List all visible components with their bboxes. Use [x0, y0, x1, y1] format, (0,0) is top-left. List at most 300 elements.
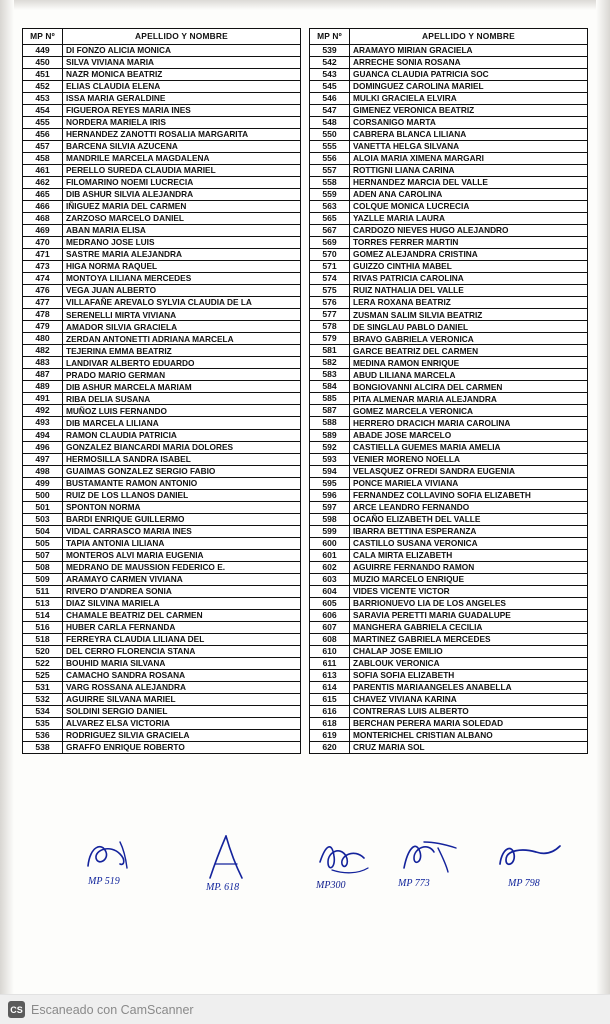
- roster-table-left: [22, 28, 301, 754]
- cell-mp-number: 532: [23, 693, 63, 705]
- cell-full-name: GOMEZ ALEJANDRA CRISTINA: [350, 249, 588, 261]
- cell-full-name: RUIZ DE LOS LLANOS DANIEL: [63, 489, 301, 501]
- cell-full-name: FERNANDEZ COLLAVINO SOFIA ELIZABETH: [350, 489, 588, 501]
- table-row: [23, 501, 301, 513]
- cell-full-name: SILVA VIVIANA MARIA: [63, 57, 301, 69]
- cell-full-name: DOMINGUEZ CAROLINA MARIEL: [350, 81, 588, 93]
- table-row: [310, 105, 588, 117]
- cell-full-name: SERENELLI MIRTA VIVIANA: [63, 309, 301, 321]
- cell-full-name: CABRERA BLANCA LILIANA: [350, 129, 588, 141]
- cell-full-name: LANDIVAR ALBERTO EDUARDO: [63, 357, 301, 369]
- cell-full-name: RODRIGUEZ SILVIA GRACIELA: [63, 729, 301, 741]
- cell-mp-number: 595: [310, 477, 350, 489]
- cell-mp-number: 611: [310, 657, 350, 669]
- cell-mp-number: 574: [310, 273, 350, 285]
- cell-mp-number: 482: [23, 345, 63, 357]
- table-row: [310, 501, 588, 513]
- cell-full-name: BOUHID MARIA SILVANA: [63, 657, 301, 669]
- cell-mp-number: 613: [310, 669, 350, 681]
- cell-mp-number: 449: [23, 45, 63, 57]
- cell-mp-number: 522: [23, 657, 63, 669]
- cell-mp-number: 571: [310, 261, 350, 273]
- table-row: [23, 609, 301, 621]
- cell-full-name: MANGHERA GABRIELA CECILIA: [350, 621, 588, 633]
- table-row: [310, 237, 588, 249]
- table-row: [23, 705, 301, 717]
- cell-full-name: CHALAP JOSE EMILIO: [350, 645, 588, 657]
- table-row: [23, 321, 301, 333]
- cell-mp-number: 603: [310, 573, 350, 585]
- table-row: [23, 441, 301, 453]
- cell-mp-number: 468: [23, 213, 63, 225]
- table-row: [310, 441, 588, 453]
- cell-full-name: PARENTIS MARIAANGELES ANABELLA: [350, 681, 588, 693]
- table-row: [23, 681, 301, 693]
- cell-full-name: VILLAFAÑE AREVALO SYLVIA CLAUDIA DE LA: [63, 297, 301, 309]
- table-row: [310, 681, 588, 693]
- table-row: [23, 513, 301, 525]
- cell-mp-number: 479: [23, 321, 63, 333]
- cell-full-name: ADEN ANA CAROLINA: [350, 189, 588, 201]
- cell-mp-number: 511: [23, 585, 63, 597]
- cell-mp-number: 499: [23, 477, 63, 489]
- table-row: [23, 645, 301, 657]
- cell-mp-number: 597: [310, 501, 350, 513]
- cell-mp-number: 470: [23, 237, 63, 249]
- signature-4-annotation: MP 773: [398, 878, 430, 889]
- cell-full-name: ZUSMAN SALIM SILVIA BEATRIZ: [350, 309, 588, 321]
- cell-mp-number: 594: [310, 465, 350, 477]
- cell-mp-number: 605: [310, 597, 350, 609]
- table-row: [23, 417, 301, 429]
- table-row: [23, 693, 301, 705]
- cell-mp-number: 538: [23, 741, 63, 753]
- cell-full-name: PRADO MARIO GERMAN: [63, 369, 301, 381]
- cell-mp-number: 497: [23, 453, 63, 465]
- cell-full-name: GUIZZO CINTHIA MABEL: [350, 261, 588, 273]
- cell-mp-number: 493: [23, 417, 63, 429]
- cell-full-name: CALA MIRTA ELIZABETH: [350, 549, 588, 561]
- table-row: [310, 57, 588, 69]
- signature-1: [80, 836, 144, 887]
- table-row: [310, 117, 588, 129]
- cell-full-name: SOFIA SOFIA ELIZABETH: [350, 669, 588, 681]
- cell-full-name: SARAVIA PERETTI MARIA GUADALUPE: [350, 609, 588, 621]
- cell-full-name: MUZIO MARCELO ENRIQUE: [350, 573, 588, 585]
- cell-full-name: ALOIA MARIA XIMENA MARGARI: [350, 153, 588, 165]
- cell-full-name: MONTOYA LILIANA MERCEDES: [63, 273, 301, 285]
- cell-full-name: CARDOZO NIEVES HUGO ALEJANDRO: [350, 225, 588, 237]
- cell-full-name: MARTINEZ GABRIELA MERCEDES: [350, 633, 588, 645]
- signature-4: [394, 834, 466, 889]
- cell-mp-number: 546: [310, 93, 350, 105]
- column-header-name: APELLIDO Y NOMBRE: [63, 29, 301, 45]
- table-row: [23, 405, 301, 417]
- table-row: [310, 669, 588, 681]
- cell-mp-number: 600: [310, 537, 350, 549]
- roster-table-right: [309, 28, 588, 754]
- cell-full-name: GUAIMAS GONZALEZ SERGIO FABIO: [63, 465, 301, 477]
- table-row: [23, 357, 301, 369]
- table-row: [23, 201, 301, 213]
- table-row: [310, 153, 588, 165]
- cell-mp-number: 601: [310, 549, 350, 561]
- cell-mp-number: 508: [23, 561, 63, 573]
- table-row: [310, 381, 588, 393]
- cell-mp-number: 608: [310, 633, 350, 645]
- cell-full-name: PERELLO SUREDA CLAUDIA MARIEL: [63, 165, 301, 177]
- table-row: [310, 333, 588, 345]
- cell-full-name: ISSA MARIA GERALDINE: [63, 93, 301, 105]
- cell-full-name: CAMACHO SANDRA ROSANA: [63, 669, 301, 681]
- table-row: [23, 237, 301, 249]
- table-row: [23, 129, 301, 141]
- cell-full-name: HERMOSILLA SANDRA ISABEL: [63, 453, 301, 465]
- table-row: [310, 693, 588, 705]
- cell-full-name: ARAMAYO CARMEN VIVIANA: [63, 573, 301, 585]
- cell-mp-number: 509: [23, 573, 63, 585]
- cell-full-name: BONGIOVANNI ALCIRA DEL CARMEN: [350, 381, 588, 393]
- cell-full-name: MUÑOZ LUIS FERNANDO: [63, 405, 301, 417]
- cell-mp-number: 487: [23, 369, 63, 381]
- table-row: [310, 633, 588, 645]
- cell-full-name: CASTIELLA GUEMES MARIA AMELIA: [350, 441, 588, 453]
- cell-full-name: GIMENEZ VERONICA BEATRIZ: [350, 105, 588, 117]
- table-row: [310, 177, 588, 189]
- table-row: [310, 201, 588, 213]
- cell-full-name: DIB ASHUR SILVIA ALEJANDRA: [63, 189, 301, 201]
- cell-full-name: GONZALEZ BIANCARDI MARIA DOLORES: [63, 441, 301, 453]
- cell-mp-number: 500: [23, 489, 63, 501]
- cell-mp-number: 548: [310, 117, 350, 129]
- signature-3: [314, 836, 374, 891]
- cell-full-name: NORDERA MARIELA IRIS: [63, 117, 301, 129]
- signature-2: [204, 832, 250, 893]
- cell-mp-number: 498: [23, 465, 63, 477]
- table-row: [310, 621, 588, 633]
- cell-full-name: VEGA JUAN ALBERTO: [63, 285, 301, 297]
- table-row: [310, 357, 588, 369]
- cell-full-name: ABADE JOSE MARCELO: [350, 429, 588, 441]
- cell-mp-number: 507: [23, 549, 63, 561]
- cell-mp-number: 578: [310, 321, 350, 333]
- table-row: [23, 729, 301, 741]
- table-row: [23, 525, 301, 537]
- table-row: [23, 81, 301, 93]
- cell-full-name: ZABLOUK VERONICA: [350, 657, 588, 669]
- table-row: [310, 717, 588, 729]
- cell-mp-number: 501: [23, 501, 63, 513]
- table-row: [310, 189, 588, 201]
- cell-full-name: RUIZ NATHALIA DEL VALLE: [350, 285, 588, 297]
- table-row: [23, 585, 301, 597]
- cell-full-name: CHAVEZ VIVIANA KARINA: [350, 693, 588, 705]
- cell-full-name: MONTEROS ALVI MARIA EUGENIA: [63, 549, 301, 561]
- cell-mp-number: 516: [23, 621, 63, 633]
- cell-full-name: IBARRA BETTINA ESPERANZA: [350, 525, 588, 537]
- signature-1-annotation: MP 519: [88, 876, 120, 887]
- table-row: [310, 285, 588, 297]
- cell-mp-number: 531: [23, 681, 63, 693]
- table-row: [23, 285, 301, 297]
- cell-full-name: MEDRANO JOSE LUIS: [63, 237, 301, 249]
- table-row: [23, 489, 301, 501]
- cell-mp-number: 569: [310, 237, 350, 249]
- table-row: [23, 177, 301, 189]
- table-row: [23, 369, 301, 381]
- signature-ink-4: [394, 834, 466, 878]
- table-row: [23, 549, 301, 561]
- cell-mp-number: 610: [310, 645, 350, 657]
- cell-full-name: AGUIRRE FERNANDO RAMON: [350, 561, 588, 573]
- table-row: [310, 549, 588, 561]
- cell-full-name: VIDAL CARRASCO MARIA INES: [63, 525, 301, 537]
- signature-ink-2: [204, 832, 250, 882]
- signature-ink-5: [492, 838, 566, 878]
- cell-full-name: RIVAS PATRICIA CAROLINA: [350, 273, 588, 285]
- cell-mp-number: 505: [23, 537, 63, 549]
- table-row: [23, 597, 301, 609]
- cell-full-name: BARCENA SILVIA AZUCENA: [63, 141, 301, 153]
- table-header-row: [23, 29, 301, 45]
- cell-mp-number: 503: [23, 513, 63, 525]
- cell-full-name: YAZLLE MARIA LAURA: [350, 213, 588, 225]
- cell-mp-number: 588: [310, 417, 350, 429]
- cell-full-name: MANDRILE MARCELA MAGDALENA: [63, 153, 301, 165]
- signature-5-annotation: MP 798: [508, 878, 540, 889]
- signature-2-annotation: MP. 618: [206, 882, 240, 893]
- cell-mp-number: 450: [23, 57, 63, 69]
- table-row: [23, 117, 301, 129]
- cell-mp-number: 491: [23, 393, 63, 405]
- table-row: [310, 309, 588, 321]
- cell-mp-number: 525: [23, 669, 63, 681]
- roster-tables: [22, 28, 588, 754]
- table-row: [310, 249, 588, 261]
- signature-3-annotation: MP300: [316, 880, 346, 891]
- roster-table-left-body: [23, 45, 301, 754]
- cell-full-name: CRUZ MARIA SOL: [350, 741, 588, 753]
- cell-mp-number: 457: [23, 141, 63, 153]
- cell-mp-number: 563: [310, 201, 350, 213]
- cell-full-name: VELASQUEZ OFREDI SANDRA EUGENIA: [350, 465, 588, 477]
- cell-mp-number: 476: [23, 285, 63, 297]
- cell-mp-number: 589: [310, 429, 350, 441]
- cell-mp-number: 598: [310, 513, 350, 525]
- cell-full-name: FIGUEROA REYES MARIA INES: [63, 105, 301, 117]
- signature-ink-1: [80, 836, 144, 876]
- cell-full-name: BERCHAN PERERA MARIA SOLEDAD: [350, 717, 588, 729]
- cell-mp-number: 565: [310, 213, 350, 225]
- cell-full-name: CORSANIGO MARTA: [350, 117, 588, 129]
- table-row: [310, 729, 588, 741]
- cell-mp-number: 534: [23, 705, 63, 717]
- cell-full-name: CHAMALE BEATRIZ DEL CARMEN: [63, 609, 301, 621]
- table-row: [310, 81, 588, 93]
- cell-full-name: ARCE LEANDRO FERNANDO: [350, 501, 588, 513]
- cell-full-name: PONCE MARIELA VIVIANA: [350, 477, 588, 489]
- cell-mp-number: 604: [310, 585, 350, 597]
- table-row: [310, 561, 588, 573]
- cell-mp-number: 489: [23, 381, 63, 393]
- table-row: [23, 261, 301, 273]
- column-header-name: APELLIDO Y NOMBRE: [350, 29, 588, 45]
- cell-mp-number: 559: [310, 189, 350, 201]
- cell-full-name: VENIER MORENO NOELLA: [350, 453, 588, 465]
- table-row: [23, 69, 301, 81]
- cell-full-name: RIVERO D'ANDREA SONIA: [63, 585, 301, 597]
- table-row: [23, 333, 301, 345]
- cell-mp-number: 602: [310, 561, 350, 573]
- table-row: [23, 465, 301, 477]
- cell-full-name: BARDI ENRIQUE GUILLERMO: [63, 513, 301, 525]
- table-row: [310, 297, 588, 309]
- cell-full-name: OCAÑO ELIZABETH DEL VALLE: [350, 513, 588, 525]
- column-header-number: MP Nº: [23, 29, 63, 45]
- table-row: [23, 393, 301, 405]
- cell-mp-number: 477: [23, 297, 63, 309]
- cell-mp-number: 494: [23, 429, 63, 441]
- table-row: [310, 273, 588, 285]
- cell-mp-number: 535: [23, 717, 63, 729]
- table-row: [310, 225, 588, 237]
- table-row: [310, 141, 588, 153]
- cell-mp-number: 465: [23, 189, 63, 201]
- table-row: [310, 369, 588, 381]
- cell-full-name: HERNANDEZ MARCIA DEL VALLE: [350, 177, 588, 189]
- cell-full-name: DEL CERRO FLORENCIA STANA: [63, 645, 301, 657]
- table-row: [23, 45, 301, 57]
- table-row: [23, 669, 301, 681]
- cell-full-name: BARRIONUEVO LIA DE LOS ANGELES: [350, 597, 588, 609]
- cell-full-name: TORRES FERRER MARTIN: [350, 237, 588, 249]
- table-row: [23, 717, 301, 729]
- cell-full-name: RAMON CLAUDIA PATRICIA: [63, 429, 301, 441]
- cell-full-name: ELIAS CLAUDIA ELENA: [63, 81, 301, 93]
- cell-mp-number: 466: [23, 201, 63, 213]
- cell-mp-number: 616: [310, 705, 350, 717]
- cell-mp-number: 584: [310, 381, 350, 393]
- table-row: [310, 477, 588, 489]
- cell-full-name: HERRERO DRACICH MARIA CAROLINA: [350, 417, 588, 429]
- signature-block: [22, 836, 588, 946]
- table-row: [23, 477, 301, 489]
- table-row: [23, 345, 301, 357]
- cell-full-name: ABAN MARIA ELISA: [63, 225, 301, 237]
- cell-mp-number: 577: [310, 309, 350, 321]
- cell-full-name: DI FONZO ALICIA MONICA: [63, 45, 301, 57]
- cell-mp-number: 539: [310, 45, 350, 57]
- table-row: [310, 393, 588, 405]
- cell-mp-number: 575: [310, 285, 350, 297]
- cell-full-name: VIDES VICENTE VICTOR: [350, 585, 588, 597]
- cell-full-name: FERREYRA CLAUDIA LILIANA DEL: [63, 633, 301, 645]
- cell-mp-number: 593: [310, 453, 350, 465]
- cell-full-name: SPONTON NORMA: [63, 501, 301, 513]
- page-edge-shadow-top: [0, 0, 610, 10]
- cell-mp-number: 473: [23, 261, 63, 273]
- table-row: [310, 453, 588, 465]
- table-row: [310, 417, 588, 429]
- cell-full-name: ALVAREZ ELSA VICTORIA: [63, 717, 301, 729]
- table-row: [310, 93, 588, 105]
- cell-mp-number: 462: [23, 177, 63, 189]
- cell-full-name: ARAMAYO MIRIAN GRACIELA: [350, 45, 588, 57]
- table-row: [310, 321, 588, 333]
- table-row: [23, 189, 301, 201]
- cell-mp-number: 514: [23, 609, 63, 621]
- cell-mp-number: 606: [310, 609, 350, 621]
- table-row: [23, 165, 301, 177]
- cell-mp-number: 536: [23, 729, 63, 741]
- cell-mp-number: 469: [23, 225, 63, 237]
- cell-full-name: MONTERICHEL CRISTIAN ALBANO: [350, 729, 588, 741]
- cell-mp-number: 461: [23, 165, 63, 177]
- table-row: [23, 537, 301, 549]
- cell-mp-number: 518: [23, 633, 63, 645]
- cell-mp-number: 471: [23, 249, 63, 261]
- table-row: [310, 513, 588, 525]
- table-row: [23, 105, 301, 117]
- table-row: [23, 381, 301, 393]
- table-row: [23, 141, 301, 153]
- cell-mp-number: 585: [310, 393, 350, 405]
- cell-mp-number: 547: [310, 105, 350, 117]
- table-row: [23, 225, 301, 237]
- column-header-number: MP Nº: [310, 29, 350, 45]
- table-row: [310, 585, 588, 597]
- cell-full-name: DIB MARCELA LILIANA: [63, 417, 301, 429]
- cell-full-name: TAPIA ANTONIA LILIANA: [63, 537, 301, 549]
- cell-mp-number: 545: [310, 81, 350, 93]
- cell-mp-number: 620: [310, 741, 350, 753]
- table-row: [23, 561, 301, 573]
- cell-mp-number: 556: [310, 153, 350, 165]
- cell-full-name: HUBER CARLA FERNANDA: [63, 621, 301, 633]
- cell-full-name: MEDINA RAMON ENRIQUE: [350, 357, 588, 369]
- roster-table-right-body: [310, 45, 588, 754]
- cell-full-name: HERNANDEZ ZANOTTI ROSALIA MARGARITA: [63, 129, 301, 141]
- cell-mp-number: 592: [310, 441, 350, 453]
- table-row: [23, 573, 301, 585]
- table-row: [23, 657, 301, 669]
- cell-mp-number: 607: [310, 621, 350, 633]
- table-row: [310, 573, 588, 585]
- cell-full-name: MULKI GRACIELA ELVIRA: [350, 93, 588, 105]
- cell-full-name: DIB ASHUR MARCELA MARIAM: [63, 381, 301, 393]
- cell-mp-number: 583: [310, 369, 350, 381]
- cell-mp-number: 558: [310, 177, 350, 189]
- cell-mp-number: 567: [310, 225, 350, 237]
- table-row: [310, 345, 588, 357]
- cell-full-name: GUANCA CLAUDIA PATRICIA SOC: [350, 69, 588, 81]
- cell-full-name: VANETTA HELGA SILVANA: [350, 141, 588, 153]
- cell-mp-number: 599: [310, 525, 350, 537]
- cell-mp-number: 513: [23, 597, 63, 609]
- table-row: [23, 213, 301, 225]
- table-row: [310, 69, 588, 81]
- cell-full-name: DE SINGLAU PABLO DANIEL: [350, 321, 588, 333]
- table-row: [310, 129, 588, 141]
- table-row: [23, 153, 301, 165]
- cell-full-name: CASTILLO SUSANA VERONICA: [350, 537, 588, 549]
- cell-mp-number: 618: [310, 717, 350, 729]
- cell-mp-number: 542: [310, 57, 350, 69]
- cell-full-name: DIAZ SILVINA MARIELA: [63, 597, 301, 609]
- cell-full-name: BUSTAMANTE RAMON ANTONIO: [63, 477, 301, 489]
- cell-full-name: ZERDAN ANTONETTI ADRIANA MARCELA: [63, 333, 301, 345]
- table-row: [310, 741, 588, 753]
